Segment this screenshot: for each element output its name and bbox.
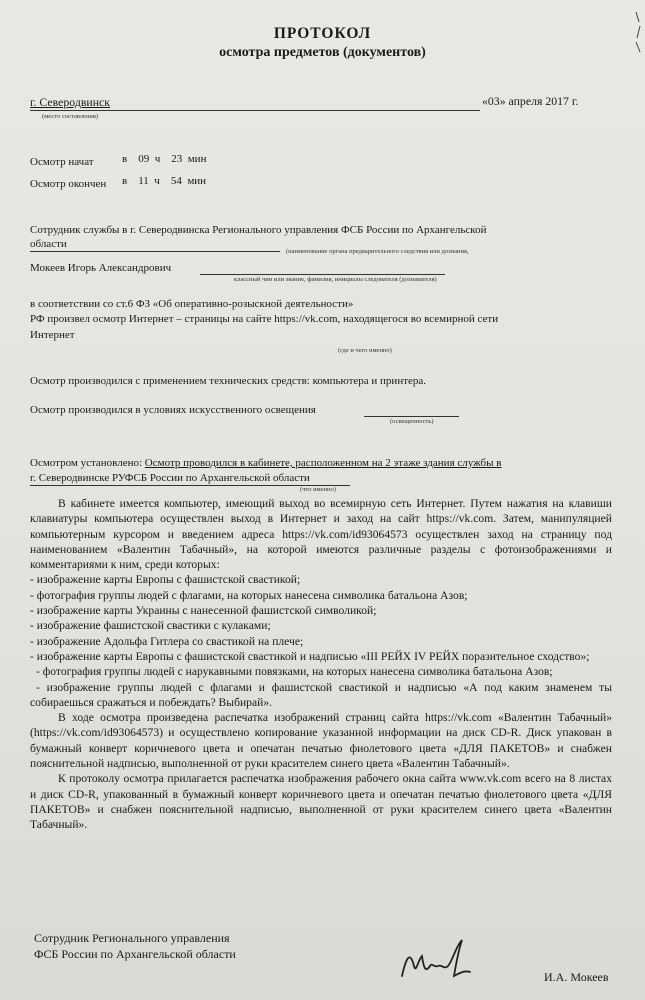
- findings-header: [30, 457, 620, 469]
- findings-body: [30, 496, 612, 833]
- findings-line-2: г. Северодвинске РУФСБ России по Архангельской области: [30, 472, 310, 484]
- officer-line-2: области: [30, 238, 67, 250]
- findings-item: - фотография группы людей с нарукавными повязками, на которых нанесена символика батальона Азов;: [36, 665, 553, 679]
- findings-item: - изображение карты Украины с нанесенной фашистской символикой;: [30, 604, 377, 618]
- findings-item: - изображение группы людей с флагами и фашистской свастикой и надписью «А под каким знаменем ты собираешься сражаться и побеждать? Выбирай».: [30, 680, 612, 709]
- place-city: г. Северодвинск: [30, 95, 111, 109]
- findings-line-2-wrap: [30, 472, 350, 486]
- findings-item: - изображение Адольфа Гитлера со свастикой на плече;: [30, 634, 304, 648]
- end-value: в 11 ч 54 мин: [122, 175, 207, 187]
- handwritten-signature: [398, 936, 478, 984]
- conditions-tech: Осмотр производился с применением технических средств: компьютера и принтера.: [30, 375, 427, 387]
- officer-name-line: [200, 265, 445, 275]
- findings-item: - изображение карты Европы с фашистской свастикой;: [30, 573, 301, 587]
- findings-item: - фотография группы людей с флагами, на которых нанесена символика батальона Азов;: [30, 588, 468, 602]
- officer-line-2-wrap: [30, 238, 280, 252]
- place-caption: (место составления): [42, 113, 99, 120]
- start-value: в 09 ч 23 мин: [122, 153, 207, 165]
- place-line: [30, 95, 480, 111]
- findings-caption: (что именно): [300, 486, 336, 493]
- basis-line-1: в соответствии со ст.6 ФЗ «Об оперативно-розыскной деятельности»: [30, 298, 354, 310]
- signer-title-line-1: Сотрудник Регионального управления: [34, 931, 230, 945]
- officer-line-1: Сотрудник службы в г. Северодвинска Регионального управления ФСБ России по Архангельской: [30, 224, 487, 236]
- conditions-light: Осмотр производился в условиях искусственного освещения: [30, 404, 316, 416]
- start-label: Осмотр начат: [30, 156, 94, 168]
- protocol-date: «03» апреля 2017 г.: [482, 94, 579, 108]
- page-subtitle: осмотра предметов (документов): [219, 45, 426, 60]
- conditions-light-line: [364, 404, 459, 417]
- closing-paragraph: К протоколу осмотра прилагается распечатка изображения рабочего окна сайта www.vk.com всего на 8 листах и диск CD-R, упакованный в бумажный конверт коричневого цвета и опечатан печатью фиолетового цвета «ДЛЯ ПАКЕТОВ» и снабжен пояснительной надписью, выполненной от руки красителем синего цвета «Валентин Табачный».: [30, 772, 612, 832]
- signer-name: И.А. Мокеев: [544, 970, 609, 984]
- findings-item: - изображение карты Европы с фашистской свастикой и надписью «III РЕЙХ IV РЕЙХ поразительное сходство»;: [30, 649, 590, 663]
- findings-item: - изображение фашистской свастики с кулаками;: [30, 619, 271, 633]
- signer-title-line-2: ФСБ России по Архангельской области: [34, 947, 236, 961]
- findings-label: Осмотром установлено:: [30, 457, 143, 469]
- findings-paragraph: В кабинете имеется компьютер, имеющий выход во всемирную сеть Интернет. Путем нажатия на клавиши клавиатуры компьютера осуществлен выход в Интернет и заход на сайт https://vk.com. Затем, манипуляцией компьютерным курсором и введением адреса https://vk.com/id93064573 осуществлен заход на страницу под наименованием «Валентин Табачный», на которой имеются различные разделы с фотоизображениями и комментариями к ним, среди которых:: [30, 497, 612, 572]
- officer-name-caption: классный чин или звание, фамилия, инициалы следователя (дознавателя): [234, 276, 437, 283]
- officer-name: Мокеев Игорь Александрович: [30, 262, 172, 274]
- end-label: Осмотр окончен: [30, 178, 107, 190]
- signer-title: [34, 930, 236, 962]
- officer-org-caption: (наименование органа предварительного следствия или дознания,: [286, 248, 469, 255]
- findings-line-1: Осмотр проводился в кабинете, расположенном на 2 этаже здания службы в: [144, 457, 502, 469]
- basis-caption: (где и чего именно): [338, 347, 392, 354]
- closing-paragraph: В ходе осмотра произведена распечатка изображений страниц сайта https://vk.com «Валентин Табачный» (https://vk.com/id93064573) и осуществлено копирование указанной информации на диск CD-R. Диск упакован в бумажный конверт коричневого цвета и опечатан печатью фиолетового цвета «ДЛЯ ПАКЕТОВ» и снабжен пояснительной надписью, выполненной от руки красителем синего цвета «Валентин Табачный».: [30, 711, 612, 771]
- basis-line-3: Интернет: [30, 329, 75, 341]
- basis-line-2: РФ произвел осмотр Интернет – страницы на сайте https://vk.com, находящегося во всемирной сети: [30, 313, 499, 325]
- conditions-light-caption: (освещенность): [390, 418, 434, 425]
- page-title: ПРОТОКОЛ: [273, 25, 372, 42]
